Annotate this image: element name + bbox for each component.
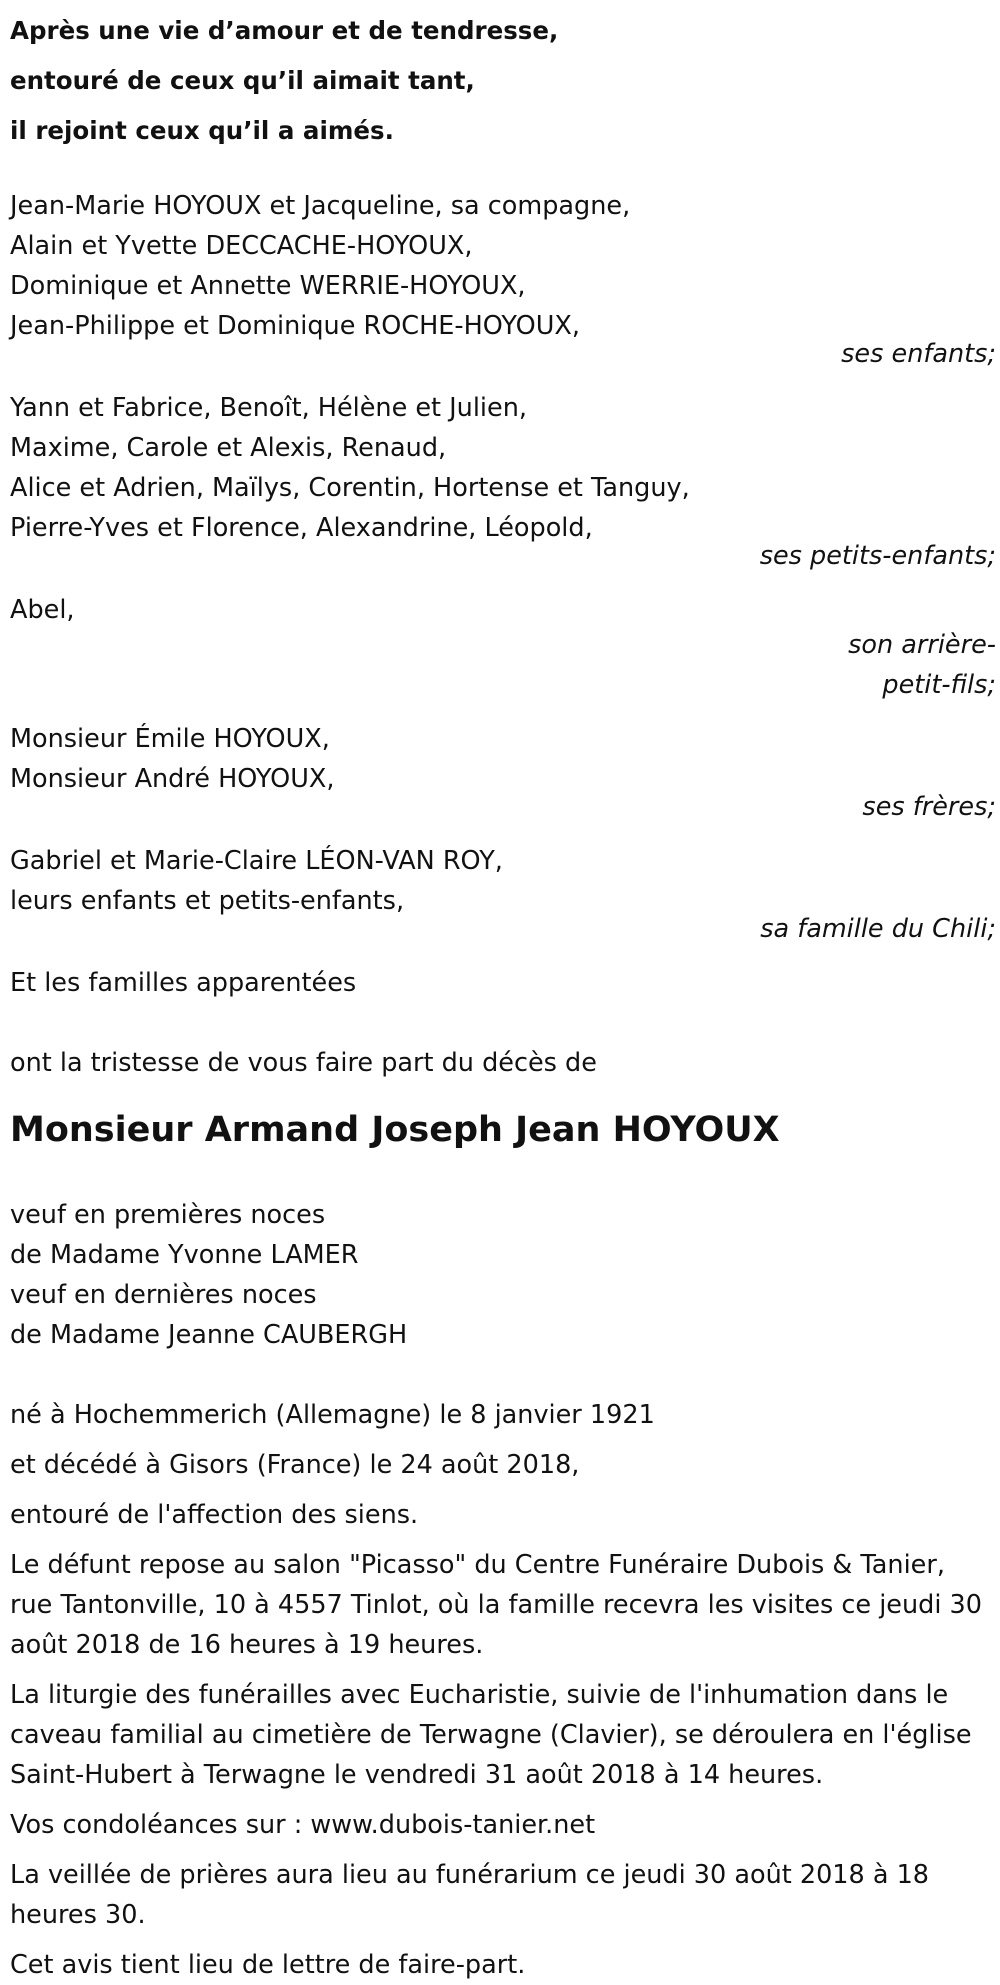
notice-text: Cet avis tient lieu de lettre de faire-part. bbox=[10, 1950, 526, 1980]
surrounded-text: entouré de l'affection des siens. bbox=[10, 1500, 419, 1530]
grandchildren-group bbox=[10, 388, 1000, 576]
condolences-info: Vos condoléances sur : www.dubois-tanier.net bbox=[10, 1810, 596, 1840]
great-grandchild-group bbox=[10, 590, 1000, 705]
relationship-label: ses enfants; bbox=[841, 339, 996, 369]
intro-line: il rejoint ceux qu’il a aimés. bbox=[10, 116, 394, 145]
viewing-info: Le défunt repose au salon "Picasso" du Centre Funéraire Dubois & Tanier, rue Tantonville, 10 à 4557 Tinlot, où la famille recevra les visites ce jeudi 30 août 2018 de 16 heures à 19 heures. bbox=[10, 1550, 982, 1660]
family-line: Alice et Adrien, Maïlys, Corentin, Hortense et Tanguy, bbox=[10, 473, 690, 503]
relationship-label: ses frères; bbox=[862, 792, 996, 822]
liturgy-info: La liturgie des funérailles avec Eucharistie, suivie de l'inhumation dans le caveau familial au cimetière de Terwagne (Clavier), se déroulera en l'église Saint-Hubert à Terwagne le vendredi 31 août 2018 à 14 heures. bbox=[10, 1680, 972, 1790]
intro-line: entouré de ceux qu’il aimait tant, bbox=[10, 66, 475, 95]
relationship-label-line: son arrière- bbox=[848, 630, 996, 660]
family-line: leurs enfants et petits-enfants, bbox=[10, 886, 405, 916]
relationship-label: sa famille du Chili; bbox=[760, 914, 996, 944]
family-line: Gabriel et Marie-Claire LÉON-VAN ROY, bbox=[10, 846, 503, 876]
chile-family-group bbox=[10, 841, 1000, 949]
vigil-info: La veillée de prières aura lieu au funérarium ce jeudi 30 août 2018 à 18 heures 30. bbox=[10, 1860, 930, 1930]
relationship-label-line: petit-fils; bbox=[882, 670, 996, 700]
family-line: Maxime, Carole et Alexis, Renaud, bbox=[10, 433, 447, 463]
family-line: Abel, bbox=[10, 595, 75, 625]
family-line: Dominique et Annette WERRIE-HOYOUX, bbox=[10, 271, 526, 301]
birth-info: né à Hochemmerich (Allemagne) le 8 janvier 1921 bbox=[10, 1400, 655, 1430]
family-line: Jean-Philippe et Dominique ROCHE-HOYOUX, bbox=[10, 311, 580, 341]
family-line: Alain et Yvette DECCACHE-HOYOUX, bbox=[10, 231, 473, 261]
relationship-label: ses petits-enfants; bbox=[759, 541, 996, 571]
related-families: Et les familles apparentées bbox=[10, 968, 357, 998]
widower-line: de Madame Jeanne CAUBERGH bbox=[10, 1320, 408, 1350]
widower-line: veuf en premières noces bbox=[10, 1200, 326, 1230]
announcement-text: ont la tristesse de vous faire part du décès de bbox=[10, 1048, 597, 1078]
widower-line: de Madame Yvonne LAMER bbox=[10, 1240, 359, 1270]
deceased-name: Monsieur Armand Joseph Jean HOYOUX bbox=[10, 1110, 780, 1150]
family-line: Monsieur Émile HOYOUX, bbox=[10, 724, 330, 754]
family-line: Monsieur André HOYOUX, bbox=[10, 764, 335, 794]
death-info: et décédé à Gisors (France) le 24 août 2018, bbox=[10, 1450, 580, 1480]
intro-line: Après une vie d’amour et de tendresse, bbox=[10, 16, 559, 45]
widower-line: veuf en dernières noces bbox=[10, 1280, 317, 1310]
children-group bbox=[10, 186, 1000, 374]
widower-block bbox=[10, 1195, 1000, 1355]
family-line: Pierre-Yves et Florence, Alexandrine, Léopold, bbox=[10, 513, 593, 543]
brothers-group bbox=[10, 719, 1000, 827]
family-line: Yann et Fabrice, Benoît, Hélène et Julien, bbox=[10, 393, 527, 423]
intro-verse bbox=[10, 6, 1000, 156]
relationship-label bbox=[10, 625, 1000, 705]
family-line: Jean-Marie HOYOUX et Jacqueline, sa compagne, bbox=[10, 191, 631, 221]
